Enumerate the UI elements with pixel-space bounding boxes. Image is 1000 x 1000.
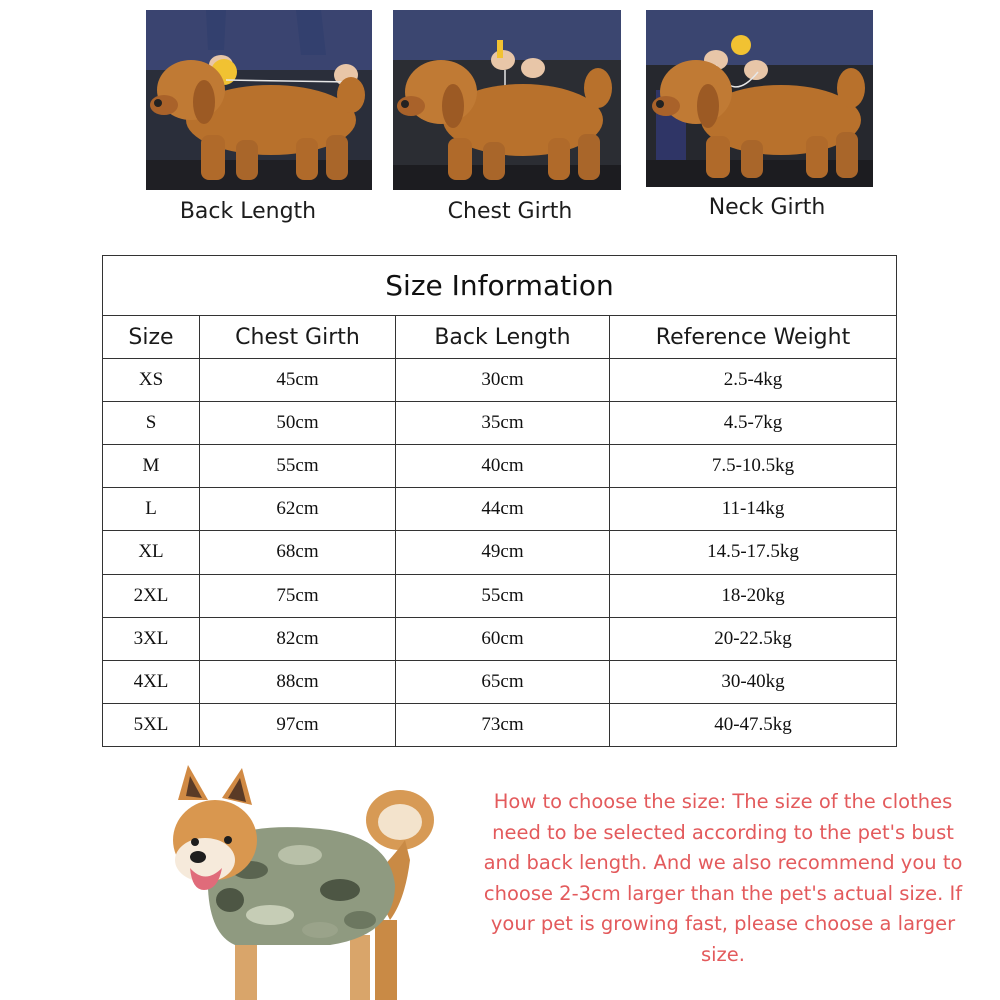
cell-back-length: 73cm <box>396 703 610 746</box>
cell-back-length: 65cm <box>396 660 610 703</box>
cell-reference-weight: 7.5-10.5kg <box>610 445 897 488</box>
size-advice-text: How to choose the size: The size of the clothes need to be selected according to the pet's bust and back length. And we also recommend you to choose 2-3cm larger than the pet's actual size. If your pet is growing fast, please choose a larger size. <box>483 790 963 966</box>
cell-size: 2XL <box>103 574 200 617</box>
header-row <box>103 316 897 359</box>
table-row <box>103 617 897 660</box>
table-row <box>103 703 897 746</box>
cell-back-length: 49cm <box>396 531 610 574</box>
cell-chest-girth: 75cm <box>200 574 396 617</box>
chest-girth-photo <box>393 10 621 190</box>
cell-chest-girth: 97cm <box>200 703 396 746</box>
cell-chest-girth: 82cm <box>200 617 396 660</box>
cell-back-length: 55cm <box>396 574 610 617</box>
cell-back-length: 30cm <box>396 359 610 402</box>
table-row <box>103 359 897 402</box>
caption-chest-girth: Chest Girth <box>447 199 573 224</box>
header-reference-weight: Reference Weight <box>610 316 897 359</box>
table-row <box>103 445 897 488</box>
cell-size: S <box>103 402 200 445</box>
caption-back-length: Back Length <box>179 199 317 224</box>
cell-reference-weight: 30-40kg <box>610 660 897 703</box>
cell-chest-girth: 62cm <box>200 488 396 531</box>
neck-girth-photo <box>646 10 873 187</box>
cell-reference-weight: 14.5-17.5kg <box>610 531 897 574</box>
cell-chest-girth: 55cm <box>200 445 396 488</box>
cell-back-length: 40cm <box>396 445 610 488</box>
cell-back-length: 35cm <box>396 402 610 445</box>
table-row <box>103 531 897 574</box>
table-row <box>103 488 897 531</box>
table-row <box>103 402 897 445</box>
cell-size: XS <box>103 359 200 402</box>
table-row <box>103 660 897 703</box>
cell-back-length: 60cm <box>396 617 610 660</box>
header-back-length: Back Length <box>396 316 610 359</box>
header-chest-girth: Chest Girth <box>200 316 396 359</box>
table-title: Size Information <box>103 256 897 316</box>
header-size: Size <box>103 316 200 359</box>
cell-chest-girth: 50cm <box>200 402 396 445</box>
cell-reference-weight: 20-22.5kg <box>610 617 897 660</box>
cell-reference-weight: 2.5-4kg <box>610 359 897 402</box>
shiba-camo-vest-photo <box>160 760 440 1000</box>
cell-size: M <box>103 445 200 488</box>
size-table <box>102 255 897 747</box>
back-length-photo <box>146 10 372 190</box>
cell-reference-weight: 11-14kg <box>610 488 897 531</box>
cell-size: XL <box>103 531 200 574</box>
cell-reference-weight: 40-47.5kg <box>610 703 897 746</box>
cell-reference-weight: 4.5-7kg <box>610 402 897 445</box>
cell-chest-girth: 45cm <box>200 359 396 402</box>
table-row <box>103 574 897 617</box>
cell-size: 4XL <box>103 660 200 703</box>
cell-size: 5XL <box>103 703 200 746</box>
cell-size: 3XL <box>103 617 200 660</box>
cell-back-length: 44cm <box>396 488 610 531</box>
caption-neck-girth: Neck Girth <box>708 195 826 220</box>
cell-chest-girth: 88cm <box>200 660 396 703</box>
cell-chest-girth: 68cm <box>200 531 396 574</box>
cell-size: L <box>103 488 200 531</box>
cell-reference-weight: 18-20kg <box>610 574 897 617</box>
